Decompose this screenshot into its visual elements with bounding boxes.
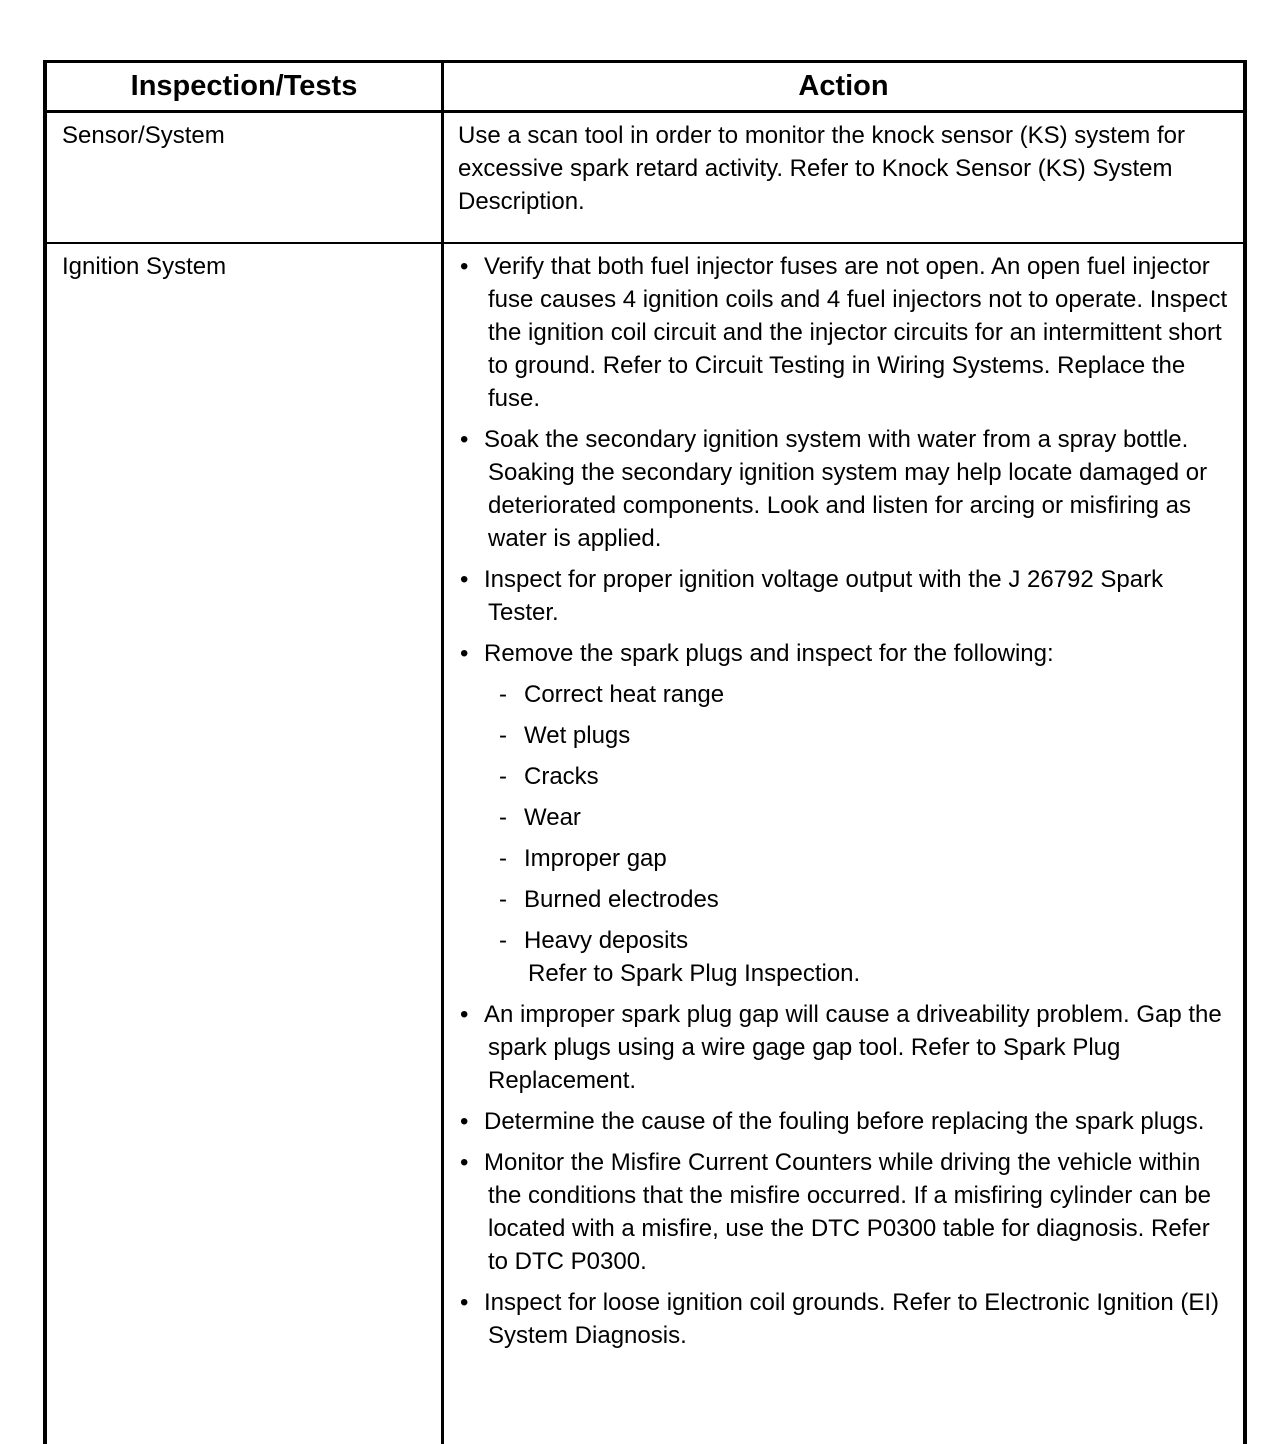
bullet-icon: • [460,640,469,667]
bullet-icon: • [460,253,469,280]
bullet-text: Soak the secondary ignition system with water from a spray bottle. Soaking the secondary ignition system may help locate damaged or deteriorated components. Look and listen for arcing or misfiring as water is applied. [484,426,1208,552]
inspection-cell: Sensor/System [47,113,444,242]
action-bullet [458,1286,1229,1352]
spark-plug-check-list [458,678,1229,957]
action-bullet [458,998,1229,1097]
bullet-text: Monitor the Misfire Current Counters while driving the vehicle within the conditions that the misfire occurred. If a misfiring cylinder can be located with a misfire, use the DTC P0300 table for diagnosis. Refer to DTC P0300. [484,1149,1211,1275]
bullet-icon: • [460,1149,469,1176]
action-bullet [458,1105,1229,1138]
check-item [458,760,1229,793]
table-row [47,244,1243,1444]
check-item [458,883,1229,916]
check-text: Burned electrodes [524,886,719,913]
dash-icon: - [499,763,507,790]
action-cell: Use a scan tool in order to monitor the knock sensor (KS) system for excessive spark retard activity. Refer to Knock Sensor (KS) System Description. [458,122,1185,215]
spark-plug-refer-text: Refer to Spark Plug Inspection. [528,960,861,987]
check-item [458,678,1229,711]
header-inspection-tests: Inspection/Tests [47,63,444,110]
inspection-cell: Ignition System [47,244,444,1444]
bullet-text: Remove the spark plugs and inspect for the following: [484,640,1054,667]
check-item [458,842,1229,875]
inspection-table [43,60,1247,1444]
bullet-text: Verify that both fuel injector fuses are not open. An open fuel injector fuse causes 4 ignition coils and 4 fuel injectors not to operate. Inspect the ignition coil circuit and the injector circuits for an intermittent short to ground. Refer to Circuit Testing in Wiring Systems. Replace the fuse. [484,253,1228,412]
header-action: Action [798,70,889,102]
dash-icon: - [499,886,507,913]
check-item [458,719,1229,752]
dash-icon: - [499,681,507,708]
check-item [458,801,1229,834]
check-text: Wear [524,804,581,831]
action-bullet-list [458,250,1229,1352]
bullet-icon: • [460,1108,469,1135]
dash-icon: - [499,845,507,872]
bullet-icon: • [460,1289,469,1316]
action-bullet [458,423,1229,555]
check-text: Heavy deposits [524,927,689,954]
dash-icon: - [499,722,507,749]
action-bullet [458,637,1229,990]
action-bullet [458,250,1229,415]
bullet-text: Determine the cause of the fouling before replacing the spark plugs. [484,1108,1205,1135]
check-text: Correct heat range [524,681,725,708]
table-header [47,63,1243,113]
check-text: Wet plugs [524,722,631,749]
action-bullet [458,1146,1229,1278]
bullet-text: An improper spark plug gap will cause a driveability problem. Gap the spark plugs using a wire gage gap tool. Refer to Spark Plug Replacement. [484,1001,1222,1094]
bullet-text: Inspect for proper ignition voltage output with the J 26792 Spark Tester. [484,566,1164,626]
action-cell [444,244,1243,1444]
dash-icon: - [499,804,507,831]
check-item [458,924,1229,957]
bullet-text: Inspect for loose ignition coil grounds. Refer to Electronic Ignition (EI) System Diagnosis. [484,1289,1220,1349]
dash-icon: - [499,927,507,954]
action-bullet [458,563,1229,629]
check-text: Cracks [524,763,599,790]
table-row [47,113,1243,244]
bullet-icon: • [460,1001,469,1028]
check-text: Improper gap [524,845,667,872]
bullet-icon: • [460,426,469,453]
bullet-icon: • [460,566,469,593]
